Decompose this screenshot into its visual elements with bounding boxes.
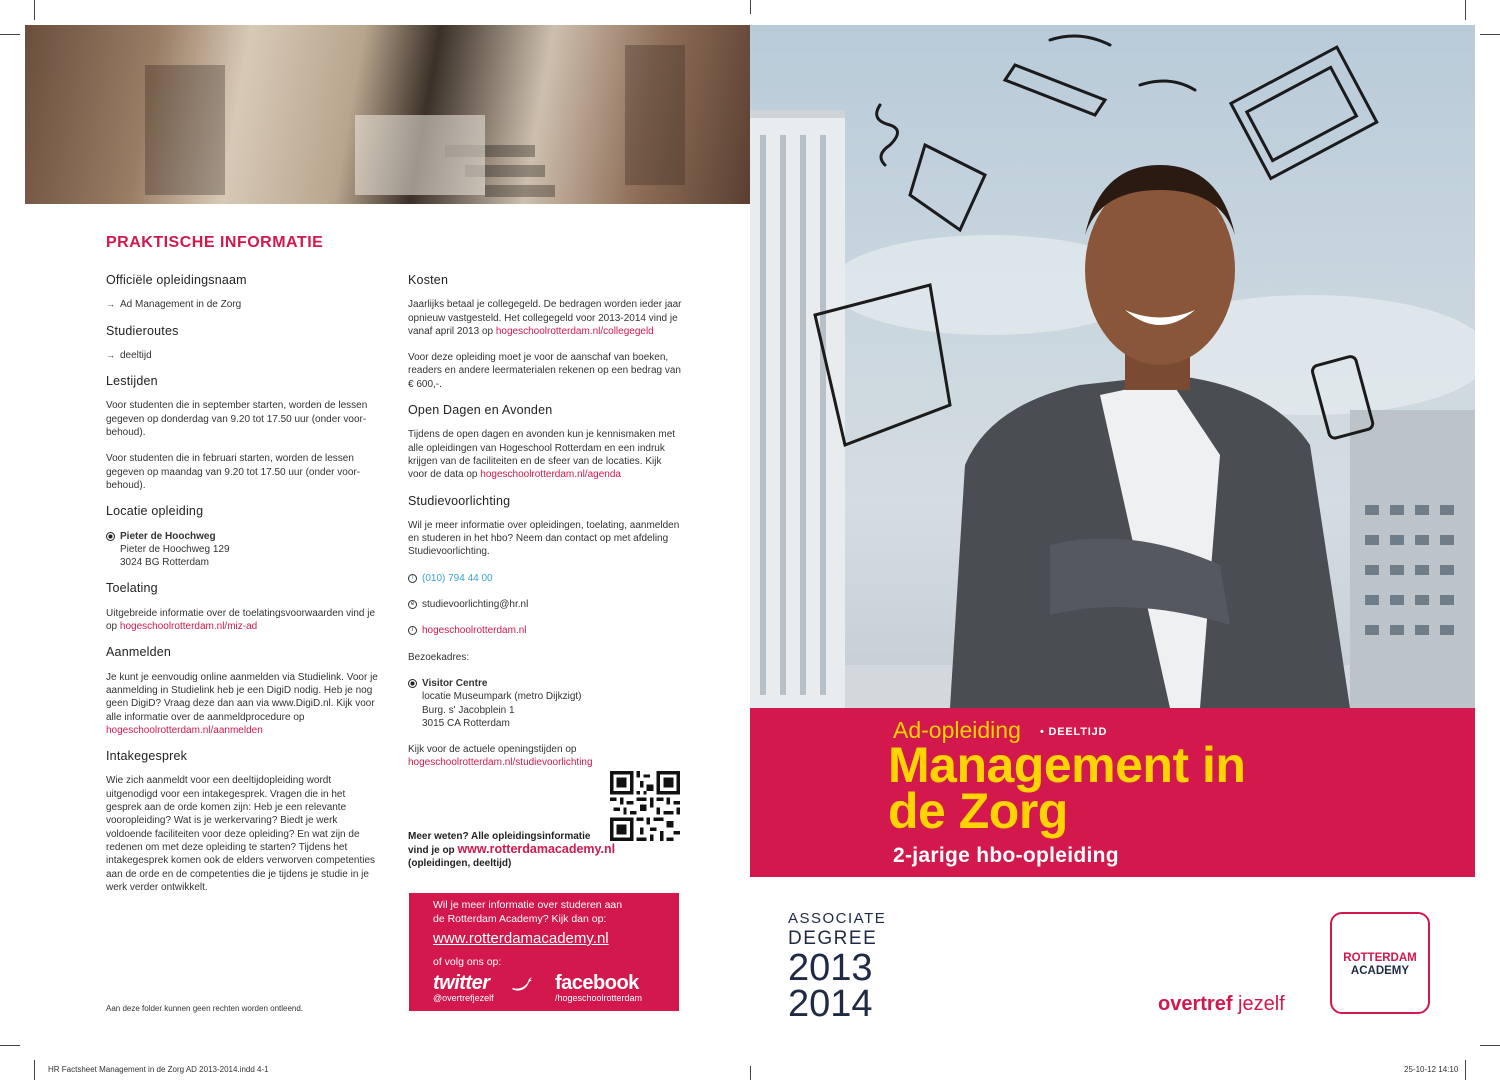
- info-column-left: [106, 274, 381, 907]
- follow-text: of volg ons op:: [433, 956, 502, 968]
- ad-label: Ad-opleiding: [893, 717, 1021, 743]
- hours-text: [408, 743, 683, 770]
- cover-subtitle: 2-jarige hbo-opleiding: [893, 844, 1119, 867]
- location-pin-icon: [106, 532, 115, 541]
- staircase-photo: [25, 25, 750, 204]
- toelating-body: Uitgebreide informatie over de toelatingsvoorwaarden vind je op: [106, 607, 376, 633]
- cover-title-line-2: de Zorg: [888, 783, 1068, 839]
- slogan: [1158, 993, 1285, 1016]
- more-url[interactable]: www.rotterdamacademy.nl: [457, 842, 616, 856]
- visitor-line-3: 3015 CA Rotterdam: [422, 717, 510, 729]
- official-name-heading: Officiële opleidingsnaam: [106, 273, 247, 287]
- crop-mark: [0, 34, 20, 35]
- official-name: → Ad Management in de Zorg: [106, 298, 381, 311]
- collegegeld-link[interactable]: hogeschoolrotterdam.nl/collegegeld: [495, 325, 654, 337]
- sv-text: Wil je meer informatie over opleidingen, toelating, aanmelden en studeren in het hbo? Neem dan contact op met afdeling Studievoorlichting.: [408, 519, 680, 558]
- cover-title: [888, 737, 1246, 839]
- crop-mark: [1465, 0, 1466, 20]
- logo-line-1: ROTTERDAM: [1343, 952, 1417, 964]
- intake-heading: Intakegesprek: [106, 749, 188, 764]
- twitter-bird-icon: [511, 976, 533, 992]
- kosten-heading: Kosten: [408, 273, 449, 287]
- route-item: → deeltijd: [106, 349, 381, 362]
- open-days-body: Tijdens de open dagen en avonden kun je kennismaken met alle opleidingen van Hogeschool Rotterdam en een indruk krijgen van de faciliteiten en de sfeer van de locaties. Kijk voor de data op: [408, 429, 676, 481]
- lestijden-heading: Lestijden: [106, 374, 158, 389]
- social-url[interactable]: www.rotterdamacademy.nl: [433, 930, 609, 947]
- cover-title-line-1: Management in: [888, 737, 1246, 793]
- email-address[interactable]: studievoorlichting@hr.nl: [422, 599, 529, 611]
- lestijden-text-2: Voor studenten die in februari starten, worden de lessen gegeven op maandag van 9.20 tot 17.50 uur (onder voor-behoud).: [106, 453, 361, 491]
- web-link[interactable]: hogeschoolrotterdam.nl: [422, 625, 527, 637]
- more-info: [408, 830, 638, 870]
- locatie-name: Pieter de Hoochweg: [120, 530, 216, 542]
- visitor-address: [408, 677, 683, 730]
- more-line-3: (opleidingen, deeltijd): [408, 858, 512, 869]
- crop-mark: [1465, 1060, 1466, 1080]
- intake-text: Wie zich aanmeldt voor een deeltijdopleiding wordt uitgenodigd voor een intakegesprek. Vragen die in het gesprek aan de orde komen zijn: Heb je een relevante vooropleiding? Wat is je werkervaring? Biedt je werk voldoende faciliteiten voor deze opleiding? En wat zijn de redenen om met deze opleiding te starten? Tijdens het intakegesprek komen ook de elders verworven competenties aan de orde en de competenties die je tijdens je studie in je werk verder ontwikkelt.: [106, 775, 376, 893]
- web-row: [408, 624, 683, 637]
- year-start: 2013: [788, 947, 873, 989]
- crop-mark: [0, 1045, 20, 1046]
- kosten-text-1: [408, 298, 683, 338]
- social-box: [409, 893, 679, 1011]
- visitor-line-2: Burg. s' Jacobplein 1: [422, 704, 515, 716]
- date-slug: 25-10-12 14:10: [1404, 1065, 1459, 1074]
- rotterdam-academy-logo: [1330, 912, 1430, 1014]
- slogan-rest: jezelf: [1232, 993, 1285, 1015]
- associate-degree: [788, 910, 887, 1025]
- twitter-handle: @overtrefjezelf: [433, 993, 494, 1003]
- crop-mark: [1480, 34, 1500, 35]
- more-line-1: Meer weten? Alle opleidingsinformatie: [408, 831, 591, 842]
- deeltijd-label: • DEELTIJD: [1040, 726, 1108, 738]
- cover-illustration: [750, 25, 1475, 708]
- crop-mark: [1480, 1045, 1500, 1046]
- disclaimer: Aan deze folder kunnen geen rechten worden ontleend.: [106, 1004, 304, 1013]
- hours-link[interactable]: hogeschoolrotterdam.nl/studievoorlichting: [408, 757, 593, 769]
- agenda-link[interactable]: hogeschoolrotterdam.nl/agenda: [480, 469, 621, 481]
- aanmelden-link[interactable]: hogeschoolrotterdam.nl/aanmelden: [106, 724, 263, 736]
- open-days-heading: Open Dagen en Avonden: [408, 403, 553, 418]
- facebook-link[interactable]: [555, 973, 642, 1003]
- toelating-heading: Toelating: [106, 581, 158, 596]
- file-slug: HR Factsheet Management in de Zorg AD 2013-2014.indd 4-1: [48, 1065, 269, 1074]
- info-column-right: [408, 274, 683, 783]
- email-row: [408, 598, 683, 611]
- phone-row: [408, 572, 683, 585]
- locatie-city: 3024 BG Rotterdam: [120, 557, 209, 569]
- facebook-logo: facebook: [555, 972, 639, 994]
- crop-mark: [34, 0, 35, 20]
- locatie-heading: Locatie opleiding: [106, 504, 204, 519]
- lestijden-text-1: Voor studenten die in september starten, worden de lessen gegeven op donderdag van 9.20 tot 17.50 uur (onder voor-behoud).: [106, 400, 368, 439]
- aanmelden-heading: Aanmelden: [106, 645, 172, 660]
- locatie-street: Pieter de Hoochweg 129: [120, 543, 230, 555]
- social-intro-1: Wil je meer informatie over studeren aan: [433, 899, 623, 911]
- aanmelden-body: Je kunt je eenvoudig online aanmelden via Studielink. Voor je aanmelding in Studielink heb je een DigiD nodig. Heb je nog geen DigiD? Vraag deze dan aan via www.DigiD.nl. Kijk voor alle informatie over de aanmeldprocedure op: [106, 671, 378, 723]
- title-band: [750, 708, 1475, 877]
- open-days-text: [408, 428, 683, 481]
- toelating-text: [106, 607, 381, 634]
- social-intro-2: de Rotterdam Academy? Kijk dan op:: [433, 912, 607, 925]
- logo-line-2: ACADEMY: [1350, 965, 1410, 977]
- twitter-logo: twitter: [433, 972, 490, 994]
- contact-list: [408, 572, 683, 638]
- visitor-line-1: locatie Museumpark (metro Dijkzigt): [422, 691, 582, 703]
- section-title: PRAKTISCHE INFORMATIE: [106, 234, 324, 251]
- kosten-body: Jaarlijks betaal je collegegeld. De bedragen worden ieder jaar opnieuw vastgesteld. Het collegegeld voor 2013-2014 vind je vanaf april 2013 op: [408, 299, 682, 337]
- routes-heading: Studieroutes: [106, 323, 179, 338]
- crop-mark: [34, 1060, 35, 1080]
- crop-mark: [750, 1066, 751, 1080]
- phone-number[interactable]: (010) 794 44 00: [422, 572, 493, 584]
- locatie-address: [106, 530, 381, 570]
- kosten-text-2: Voor deze opleiding moet je voor de aanschaf van boeken, readers en andere leermaterialen rekenen op een bedrag van € 600,-.: [408, 352, 681, 390]
- facebook-handle: /hogeschoolrotterdam: [555, 993, 643, 1003]
- visitor-name: Visitor Centre: [422, 677, 488, 689]
- slogan-bold: overtref: [1158, 993, 1233, 1015]
- aanmelden-text: [106, 671, 381, 737]
- web-icon: i: [408, 626, 417, 635]
- toelating-link[interactable]: hogeschoolrotterdam.nl/miz-ad: [119, 621, 258, 633]
- associate-line-1: ASSOCIATE: [788, 910, 887, 927]
- associate-line-2: DEGREE: [788, 928, 878, 949]
- location-pin-icon: [408, 679, 417, 688]
- twitter-link[interactable]: [433, 973, 494, 1003]
- more-line-2: [408, 843, 638, 857]
- email-icon: e: [408, 600, 417, 609]
- year-end: 2014: [788, 983, 873, 1025]
- sv-heading: Studievoorlichting: [408, 493, 511, 508]
- crop-mark: [750, 0, 751, 14]
- phone-icon: t: [408, 574, 417, 583]
- visit-label: Bezoekadres:: [408, 651, 470, 663]
- hours-body: Kijk voor de actuele openingstijden op: [408, 744, 577, 756]
- more-prefix: vind je op: [408, 845, 458, 856]
- social-intro: [433, 899, 622, 926]
- cover-photo: [750, 25, 1475, 708]
